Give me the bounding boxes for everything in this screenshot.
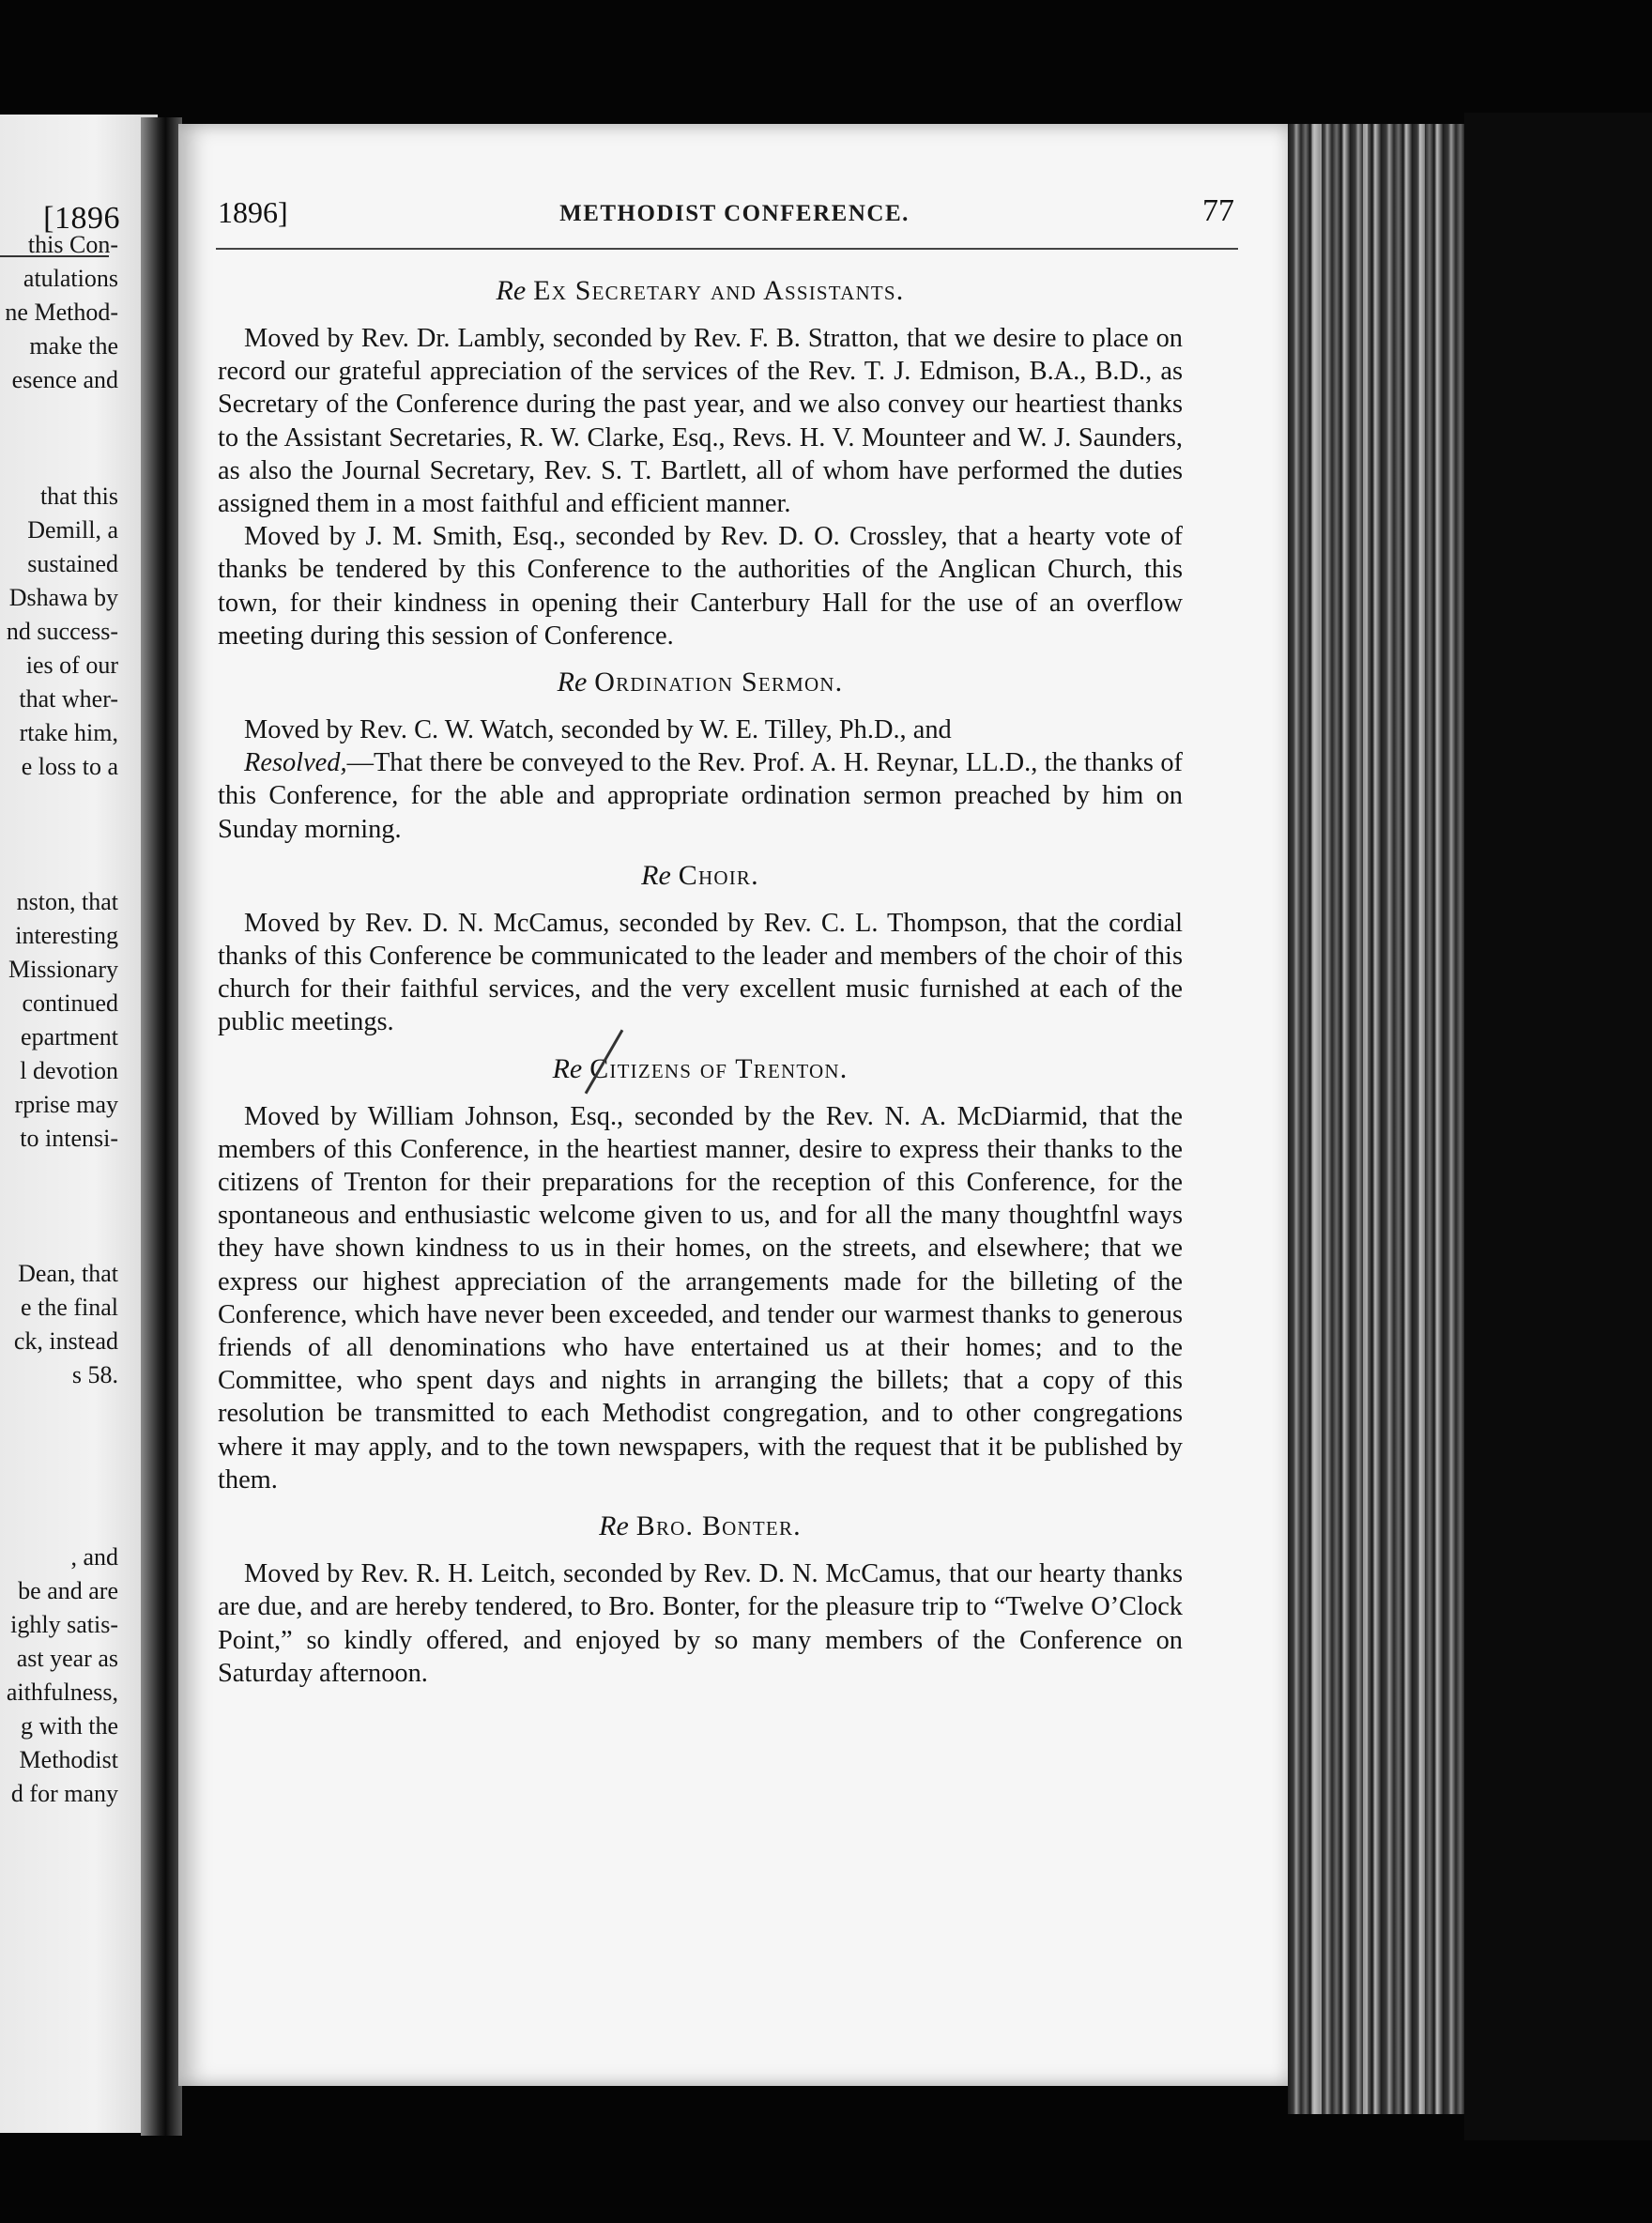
left-page-line: continued xyxy=(22,989,118,1017)
left-page-line: epartment xyxy=(21,1023,118,1050)
page-number: 77 xyxy=(1202,193,1234,228)
resolved-paragraph xyxy=(218,746,1183,846)
left-page-line: esence and xyxy=(11,366,118,393)
left-page-line: be and are xyxy=(18,1577,118,1604)
section-heading xyxy=(218,1052,1183,1087)
left-page-line: ighly satis- xyxy=(10,1611,118,1638)
left-page-line: Methodist xyxy=(19,1746,118,1773)
left-page-line: e the final xyxy=(21,1294,118,1321)
left-page-line: Dshawa by xyxy=(8,584,118,611)
section-re: Re xyxy=(641,859,671,891)
page-edge-highlight xyxy=(1314,124,1322,2114)
paragraph: Moved by J. M. Smith, Esq., seconded by Rev. D. O. Crossley, that a hearty vote of thanks be tendered by this Conference to the authorities of the Anglican Church, this town, for their kindness in opening their Canterbury Hall for the use of an overflow meeting during this session of Conference. xyxy=(218,522,1183,651)
section-title: Ex Secretary and Assistants. xyxy=(533,275,905,306)
left-page-line: that wher- xyxy=(19,685,118,713)
page-edge-highlight xyxy=(1419,124,1425,2114)
left-page-line: ne Method- xyxy=(5,299,118,326)
paragraph: Moved by Rev. R. H. Leitch, seconded by Rev. D. N. McCamus, that our hearty thanks are due, and are hereby tendered, to Bro. Bonter, for the pleasure trip to “Twelve O’Clock Point,” so kindly offered, and enjoyed by so many members of the Conference on Saturday afternoon. xyxy=(218,1559,1183,1688)
section-ordination-sermon xyxy=(218,666,1183,846)
section-heading xyxy=(218,859,1183,894)
paragraph: Moved by Rev. C. W. Watch, seconded by W. E. Tilley, Ph.D., and xyxy=(244,715,952,745)
left-page-line: that this xyxy=(39,483,118,510)
section-re: Re xyxy=(557,667,588,698)
header-rule xyxy=(216,248,1238,250)
left-page-line: rprise may xyxy=(14,1091,118,1118)
paragraph: Moved by William Johnson, Esq., seconded by the Rev. N. A. McDiarmid, that the members of this Conference, in the heartiest manner, desire to express their thanks to the citizens of Trenton for their preparations for the reception of this Conference, for the spontaneous and enthusiastic welcome given to us, and for all the many thoughtfnl ways they have shown kindness to us in their homes, on the streets, and elsewhere; that we express our highest appreciation of the arrangements made for the billeting of the Conference, which have never been exceeded, and tender our warmest thanks to generous friends of all denominations who have entertained us at their homes; and to the Committee, who spent days and nights in arranging the billets; that a copy of this resolution be transmitted to each Methodist congregation, and to other congregations where it may apply, and to the town newspapers, with the request that it be published by them. xyxy=(218,1101,1183,1495)
left-page-line: to intensi- xyxy=(20,1125,118,1152)
header-year: 1896] xyxy=(218,195,288,229)
section-title: Bro. Bonter. xyxy=(635,1510,802,1542)
paragraph: Moved by Rev. Dr. Lambly, seconded by Rev. F. B. Stratton, that we desire to place on record our grateful appreciation of the services of the Rev. T. J. Edmison, B.A., B.D., as Secretary of the Conference during the past year, and we also convey our heartiest thanks to the Assistant Secretaries, R. W. Clarke, Esq., Revs. H. V. Mounteer and W. J. Saunders, as also the Journal Secretary, Rev. S. T. Bartlett, all of whom have performed the duties assigned them in a most faithful and efficient manner. xyxy=(218,324,1183,519)
section-bro-bonter xyxy=(218,1510,1183,1690)
left-page-line: aithfulness, xyxy=(6,1679,118,1706)
body-text xyxy=(218,274,1183,1690)
section-re: Re xyxy=(552,1052,583,1084)
main-page xyxy=(178,124,1291,2086)
left-page-line: sustained xyxy=(27,550,118,577)
running-head xyxy=(178,195,1291,237)
left-page-header: [1896 xyxy=(43,201,120,236)
left-page-line: nston, that xyxy=(16,888,118,915)
left-page-line: , and xyxy=(70,1543,118,1571)
binding-gutter xyxy=(141,117,182,2136)
left-page-line: ck, instead xyxy=(13,1327,118,1355)
left-page-line: nd success- xyxy=(6,618,118,645)
section-citizens-of-trenton xyxy=(218,1052,1183,1496)
left-page-line: Missionary xyxy=(8,956,118,983)
section-re: Re xyxy=(496,275,527,306)
left-page-line: l devotion xyxy=(20,1057,118,1084)
page-edge-highlight xyxy=(1363,124,1368,2114)
resolved-label: Resolved, xyxy=(244,748,347,778)
left-page-line: ast year as xyxy=(16,1645,118,1672)
left-page-line: atulations xyxy=(23,265,118,292)
left-facing-page xyxy=(0,115,158,2133)
section-title: Citizens of Trenton. xyxy=(589,1052,849,1084)
left-page-line: Dean, that xyxy=(18,1260,118,1287)
header-title: METHODIST CONFERENCE. xyxy=(559,201,910,226)
section-re: Re xyxy=(599,1510,629,1542)
left-page-line: rtake him, xyxy=(19,719,118,746)
left-page-line: interesting xyxy=(15,922,118,949)
left-page-line: ies of our xyxy=(25,652,118,679)
resolved-text: —That there be conveyed to the Rev. Prof. A. H. Reynar, LL.D., the thanks of this Conference, for the able and appropriate ordination sermon preached by him on Sunday morning. xyxy=(218,748,1183,844)
section-heading xyxy=(218,666,1183,700)
section-choir xyxy=(218,859,1183,1039)
background-dark xyxy=(1464,113,1652,2140)
section-heading xyxy=(218,274,1183,309)
left-page-line: s 58. xyxy=(71,1361,118,1388)
section-ex-secretary xyxy=(218,274,1183,652)
left-page-line: this Con- xyxy=(27,231,118,258)
paragraph: Moved by Rev. D. N. McCamus, seconded by Rev. C. L. Thompson, that the cordial thanks of this Conference be communicated to the leader and members of the choir of this church for their faithful services, and the very excellent music furnished at each of the public meetings. xyxy=(218,908,1183,1037)
left-page-line: e loss to a xyxy=(21,753,118,780)
left-page-line: d for many xyxy=(10,1780,118,1807)
left-page-line: make the xyxy=(29,332,118,360)
left-page-line: Demill, a xyxy=(27,516,118,544)
left-page-line: g with the xyxy=(21,1712,118,1740)
section-title: Ordination Sermon. xyxy=(594,667,844,698)
section-title: Choir. xyxy=(678,859,759,891)
section-heading xyxy=(218,1510,1183,1544)
